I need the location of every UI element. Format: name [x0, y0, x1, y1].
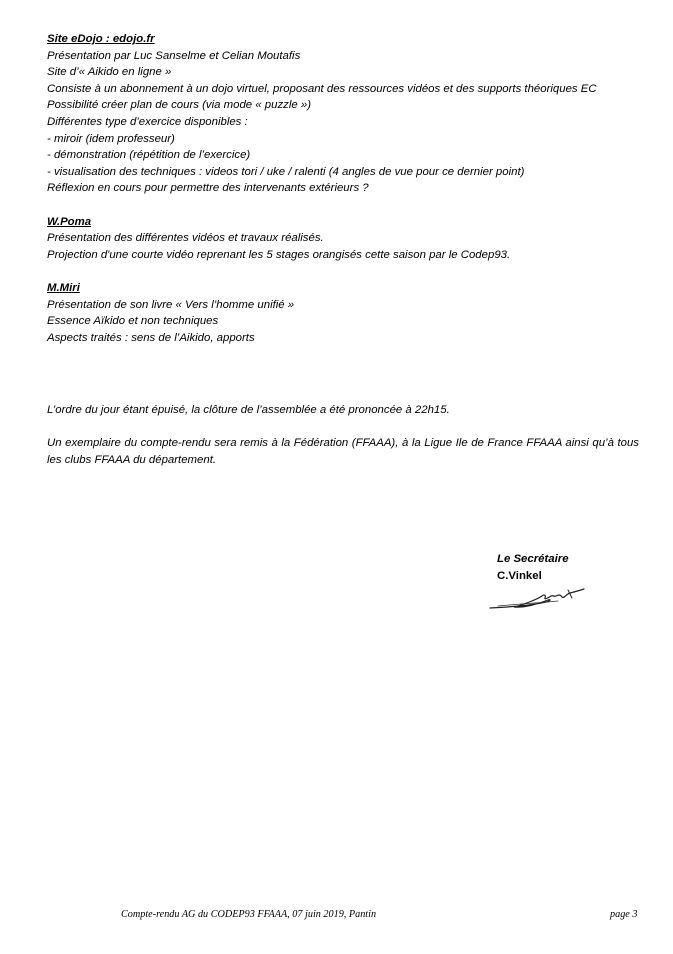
footer-page-number: page 3: [610, 909, 638, 920]
text-line: Différentes type d’exercice disponibles :: [47, 115, 248, 128]
text-line: Réflexion en cours pour permettre des intervenants extérieurs ?: [47, 182, 369, 195]
text-line: Présentation par Luc Sanselme et Celian Moutafis: [47, 49, 301, 62]
footer-document-title: Compte-rendu AG du CODEP93 FFAAA, 07 juin 2019, Pantin: [121, 909, 377, 920]
section-title: M.Miri: [47, 281, 80, 294]
text-line: - démonstration (répétition de l’exercice): [47, 149, 251, 162]
closing-paragraph-adjourned: L’ordre du jour étant épuisé, la clôture de l’assemblée a été prononcée à 22h15.: [47, 404, 450, 416]
text-line: Site d’« Aikido en ligne »: [47, 66, 172, 79]
signatory-name: C.Vinkel: [497, 569, 542, 582]
text-line: Projection d'une courte vidéo reprenant les 5 stages orangisés cette saison par le Codep93.: [47, 248, 511, 261]
text-line: Consiste à un abonnement à un dojo virtuel, proposant des ressources vidéos et des supports théoriques EC: [47, 82, 597, 95]
section-title: W.Poma: [47, 215, 92, 228]
minutes-body: [47, 31, 637, 363]
section-wpoma: [47, 214, 637, 264]
section-edojo: [47, 31, 637, 197]
handwritten-signature: [488, 586, 588, 616]
text-line: - miroir (idem professeur): [47, 132, 175, 145]
signature-block: [497, 551, 569, 584]
section-title: Site eDojo : edojo.fr: [47, 33, 155, 45]
text-line: Essence Aïkido et non techniques: [47, 315, 219, 328]
text-line: Aspects traités : sens de l’Aikido, apports: [47, 331, 255, 344]
text-line: Possibilité créer plan de cours (via mode « puzzle »): [47, 99, 312, 112]
section-mmiri: [47, 280, 637, 346]
closing-paragraph-distribution: Un exemplaire du compte-rendu sera remis à la Fédération (FFAAA), à la Ligue Ile de France FFAAA ainsi qu’à tous les clubs FFAAA du département.: [47, 437, 639, 466]
text-line: Présentation de son livre « Vers l’homme unifié »: [47, 298, 295, 311]
closing-statement: [47, 402, 639, 485]
signatory-role: Le Secrétaire: [497, 553, 569, 565]
text-line: Présentation des différentes vidéos et travaux réalisés.: [47, 232, 324, 245]
text-line: - visualisation des techniques : videos tori / uke / ralenti (4 angles de vue pour ce dernier point): [47, 165, 525, 178]
